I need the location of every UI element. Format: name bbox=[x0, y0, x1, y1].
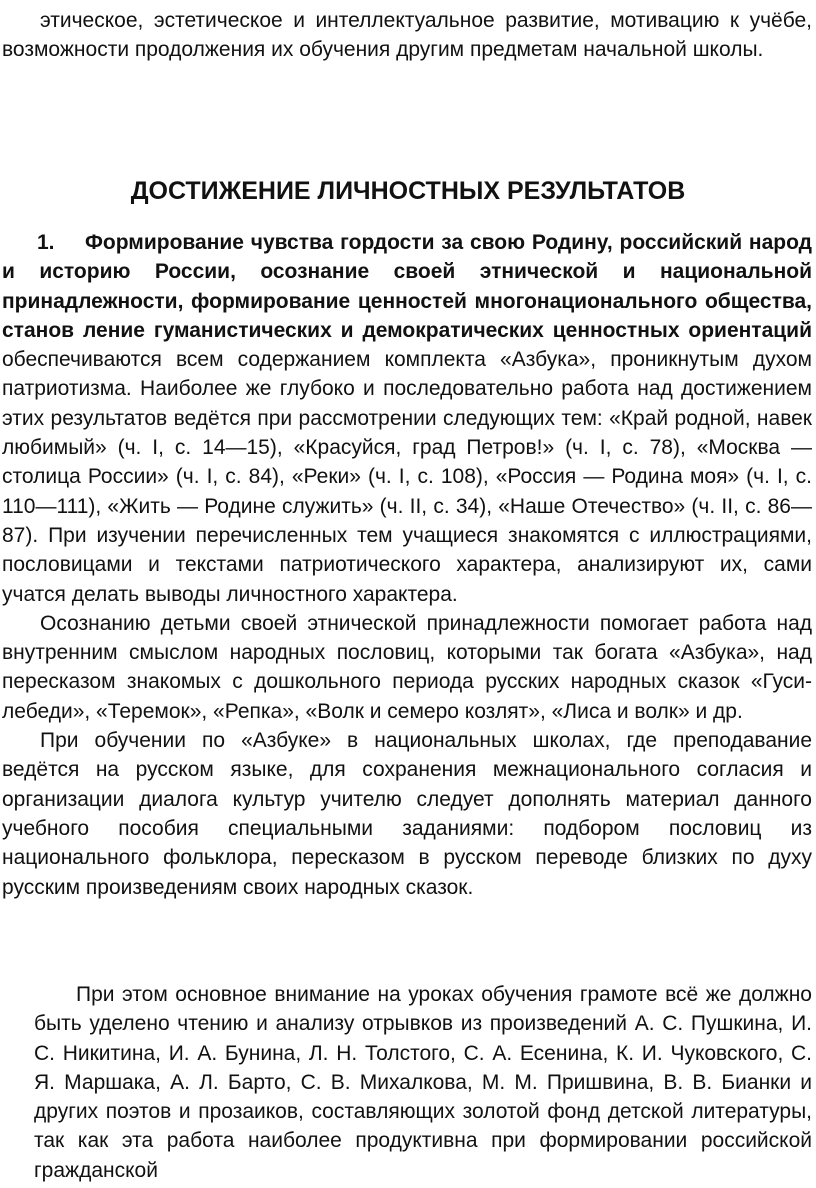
section-heading: ДОСТИЖЕНИЕ ЛИЧНОСТНЫХ РЕЗУЛЬТАТОВ bbox=[130, 177, 686, 205]
indented-text-block bbox=[34, 980, 812, 1185]
item-1-bold-text: Формирование чувства гордости за свою Родину, российский народ и историю России, осознание своей этнической и национальной принадлежности, формирование ценностей многонационального общества, станов ление гуманистических и демократических ценностных ориентаций bbox=[2, 231, 812, 342]
paragraph-item-1 bbox=[2, 228, 812, 609]
main-text-block bbox=[2, 228, 812, 902]
intro-paragraph: этическое, эстетическое и интеллектуальное развитие, мотивацию к учёбе, возможности продолжения их обучения другим предметам начальной школы. bbox=[2, 9, 812, 62]
paragraph-2: Осознанию детьми своей этнической принадлежности помогает работа над внутренним смыслом народных пословиц, которыми так богата «Азбука», над пересказом знакомых с дошкольного периода русских народных сказок «Гуси-лебеди», «Теремок», «Репка», «Волк и семеро козлят», «Лиса и волк» и др. bbox=[2, 611, 812, 723]
paragraph-3: При обучении по «Азбуке» в национальных школах, где преподавание ведётся на русском языке, для сохранения межнационального согласия и организации диалога культур учителю следует дополнять материал данного учебного пособия специальными заданиями: подбором пословиц из национального фольклора, пересказом в русском переводе близких по духу русским произведениям своих народных сказок. bbox=[2, 729, 812, 899]
paragraph-4: При этом основное внимание на уроках обучения грамоте всё же должно быть уделено чтению и анализу отрывков из произведений А. С. Пушкина, И. С. Никитина, И. А. Бунина, Л. Н. Толстого, С. А. Есенина, К. И. Чуковского, С. Я. Маршака, А. Л. Барто, С. В. Михалкова, М. М. Пришвина, В. В. Бианки и других поэтов и прозаиков, составляющих золотой фонд детской литературы, так как эта работа наиболее продуктивна при формировании российской гражданской bbox=[34, 983, 812, 1182]
item-1-regular-text: обеспечиваются всем содержанием комплекта «Азбука», проникнутым духом патриотизма. Наиболее же глубоко и последовательно работа над достижением этих результатов ведётся при рассмотрении следующих тем: «Край родной, навек любимый» (ч. I, с. 14—15), «Красуйся, град Петров!» (ч. I, с. 78), «Москва — столица России» (ч. I, с. 84), «Реки» (ч. I, с. 108), «Россия — Родина моя» (ч. I, с. 110—111), «Жить — Родине служить» (ч. II, с. 34), «Наше Отечество» (ч. II, с. 86—87). При изучении перечисленных тем учащиеся знакомятся с иллюстрациями, пословицами и текстами патриотического характера, анализируют их, сами учатся делать выводы личностного характера. bbox=[2, 348, 812, 606]
item-number: 1. bbox=[37, 231, 55, 254]
